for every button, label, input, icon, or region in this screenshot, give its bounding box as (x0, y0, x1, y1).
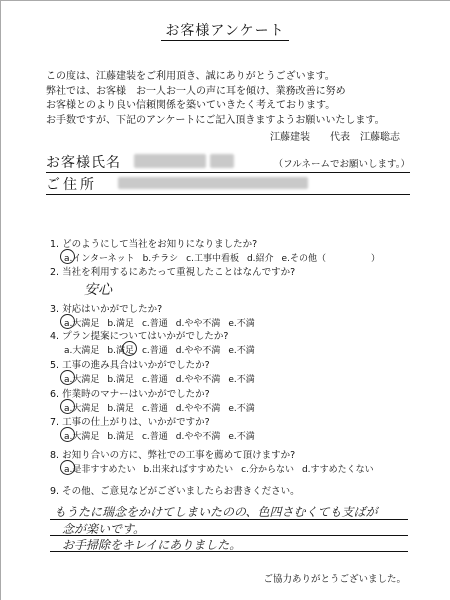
question-9: 9. その他、ご意見などがございましたらお書きください。 (50, 486, 300, 497)
option: c.普通 (141, 319, 168, 329)
redacted-address (118, 177, 308, 189)
option: e.不満 (228, 375, 255, 385)
option: e.不満 (228, 346, 255, 356)
option: a.大満足 (64, 404, 100, 414)
signature: 江藤建装 代表 江藤聡志 (270, 132, 400, 143)
option: c.普通 (141, 404, 168, 414)
option: d.紹介 (246, 254, 274, 264)
comment-line: お手掃除をキレイにありました。 (62, 538, 242, 552)
question-8: 8. お知り合いの方に、弊社での工事を薦めて頂けますか? (50, 450, 296, 461)
option: c.普通 (141, 432, 168, 442)
question-7-options (64, 429, 263, 442)
option: d.やや不満 (175, 346, 221, 356)
option: b.満足 (107, 404, 134, 414)
answer-circle (60, 370, 75, 385)
option: e.その他（ ） (281, 254, 380, 264)
option: e.不満 (228, 319, 255, 329)
answer-circle (122, 341, 137, 356)
option: c.普通 (141, 375, 168, 385)
comment-line: もうたに瑞念をかけてしまいたのの、色四さむくても支ばが (54, 505, 378, 519)
question-5-options (64, 372, 263, 385)
intro-line: お手数ですが、下記のアンケートにご記入頂きますようお願いいたします。 (46, 114, 385, 126)
option: d.すすめたくない (301, 465, 374, 475)
customer-address-row (46, 172, 410, 195)
question-7: 7. 工事の仕上がりは、いかがですか? (50, 417, 210, 428)
answer-circle (60, 399, 75, 414)
option: a.是非すすめたい (64, 465, 136, 475)
comment-line: 念が楽いです。 (62, 522, 146, 536)
question-3: 3. 対応はいかがでしたか? (50, 304, 163, 315)
option: b.チラシ (142, 254, 179, 264)
question-6-options (64, 401, 263, 414)
scan-edge-left (0, 0, 1, 600)
question-1: 1. どのようにして当社をお知りになりましたか? (50, 239, 258, 250)
option: c.工事中看板 (186, 254, 239, 264)
scan-edge-top (0, 0, 450, 1)
option: a.大満足 (64, 346, 100, 356)
option: b.満足 (107, 346, 134, 356)
customer-name-row (46, 150, 410, 173)
customer-address-label: ご住所 (46, 177, 97, 193)
question-2-answer: 安心 (84, 282, 112, 298)
option: b.満足 (107, 319, 134, 329)
intro-line: 弊社では、お客様 お一人お一人の声に耳を傾け、業務改善に努め (46, 85, 346, 97)
question-4-options (64, 343, 263, 356)
question-6: 6. 作業時のマナーはいかがでしたか? (50, 389, 210, 400)
option: d.やや不満 (175, 375, 221, 385)
survey-title: お客様アンケート (0, 20, 450, 40)
question-5: 5. 工事の進み具合はいかがでしたか? (50, 360, 210, 371)
option: d.やや不満 (175, 319, 221, 329)
intro-text (46, 70, 385, 128)
option: d.やや不満 (175, 404, 221, 414)
option: e.不満 (228, 432, 255, 442)
option: a.インターネット (64, 254, 135, 264)
answer-circle (60, 427, 75, 442)
option: e.不満 (228, 404, 255, 414)
answer-circle (60, 460, 75, 475)
option: b.出来ればすすめたい (143, 465, 234, 475)
option: a.大満足 (64, 319, 100, 329)
option: b.満足 (107, 375, 134, 385)
intro-line: この度は、江藤建装をご利用頂き、誠にありがとうございます。 (46, 71, 335, 82)
intro-line: お客様とのより良い信頼関係を築いていきたく考えております。 (46, 100, 336, 111)
question-2: 2. 当社を利用するにあたって重視したことはなんですか? (50, 267, 296, 278)
question-1-options (64, 251, 388, 264)
redacted-name (134, 154, 206, 168)
closing-text: ご協力ありがとうございました。 (263, 574, 406, 585)
option: b.満足 (107, 432, 134, 442)
option: d.やや不満 (175, 432, 221, 442)
customer-name-label: お客様氏名 (46, 155, 121, 171)
question-4: 4. プラン提案についてはいかがでしたか? (50, 331, 229, 342)
question-8-options (64, 462, 382, 475)
option: a.大満足 (64, 375, 100, 385)
redacted-name (210, 154, 234, 168)
option: c.分からない (241, 465, 294, 475)
answer-circle (60, 314, 75, 329)
option: a.大満足 (64, 432, 100, 442)
answer-circle (60, 249, 75, 264)
name-note: （フルネームでお願いします。） (273, 159, 410, 170)
option: c.普通 (141, 346, 168, 356)
